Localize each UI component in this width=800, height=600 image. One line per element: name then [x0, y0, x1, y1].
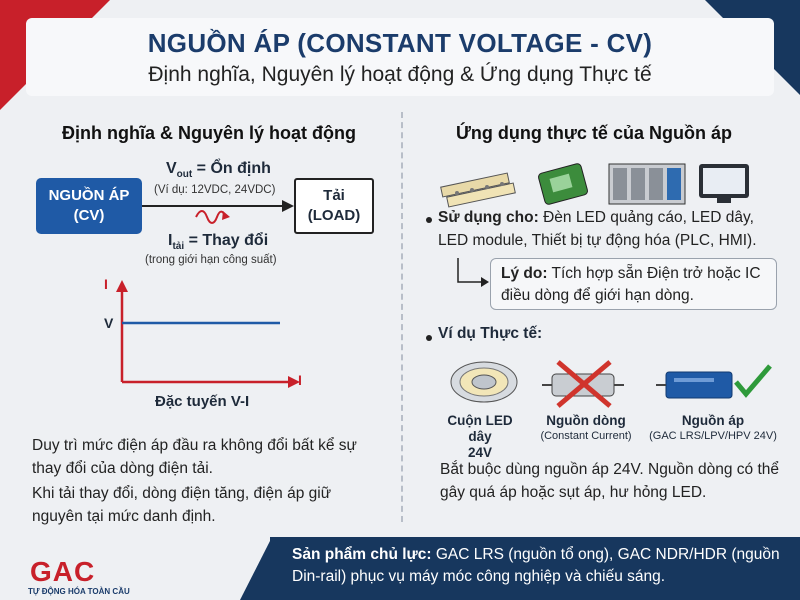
- reason-box: [490, 258, 777, 310]
- vout-label: [166, 160, 271, 180]
- iload-subscript: tải: [172, 241, 185, 253]
- footer-edge: [240, 537, 272, 600]
- iload-label: [168, 232, 268, 252]
- example-3-note: (GAC LRS/LPV/HPV 24V): [649, 430, 777, 442]
- led-strip-icon: [441, 173, 516, 207]
- iload-text: = Thay đổi: [184, 232, 269, 249]
- example-1-title-line1: Cuộn LED dây: [447, 413, 513, 445]
- page-title: NGUỒN ÁP (CONSTANT VOLTAGE - CV): [147, 28, 653, 58]
- graph-level-label: V: [104, 315, 114, 331]
- definition-paragraph: Duy trì mức điện áp đầu ra không đổi bất kể sự thay đổi của dòng điện tải.: [32, 437, 357, 478]
- page-subtitle: Định nghĩa, Nguyên lý hoạt động & Ứng dụng Thực tế: [148, 63, 652, 86]
- left-section-title: Định nghĩa & Nguyên lý hoạt động: [62, 123, 356, 143]
- brand-tagline: TỰ ĐỘNG HÓA TOÀN CẦU: [28, 587, 130, 596]
- example-1-title-line2: 24V: [467, 445, 493, 461]
- voltage-source-icon: [656, 372, 732, 398]
- current-source-icon: [542, 362, 624, 406]
- graph-y-label: I: [104, 276, 108, 292]
- usage-label: Sử dụng cho:: [438, 209, 539, 226]
- vout-example: (Ví dụ: 12VDC, 24VDC): [154, 184, 276, 196]
- current-wave-icon: [195, 208, 231, 226]
- vi-characteristic-graph: [112, 278, 312, 388]
- example-1-title: [437, 413, 523, 462]
- load-box-line2: (LOAD): [307, 207, 361, 224]
- source-box-line1: NGUỒN ÁP: [48, 186, 130, 204]
- usage-bullet: [426, 217, 432, 223]
- usage-paragraph: [438, 206, 783, 253]
- examples-label: Ví dụ Thực tế:: [438, 325, 543, 342]
- example-3-title: Nguồn áp: [681, 413, 745, 428]
- led-reel-icon: [451, 362, 517, 402]
- iload-note: (trong giới hạn công suất): [145, 254, 277, 266]
- vout-text: = Ổn định: [192, 160, 271, 177]
- brand-logo: GAC: [30, 556, 96, 587]
- usage-text: Đèn LED quảng cáo, LED dây, LED module, Thiết bị tự động hóa (PLC, HMI).: [438, 209, 757, 250]
- right-section-title: Ứng dụng thực tế của Nguồn áp: [456, 123, 732, 143]
- check-icon: [736, 366, 770, 394]
- reason-text: Tích hợp sẵn Điện trở hoặc IC điều dòng để giới hạn dòng.: [501, 265, 761, 305]
- load-box: [294, 178, 374, 234]
- led-module-icon: [538, 163, 589, 205]
- conclusion-paragraph: Bắt buộc dùng nguồn áp 24V. Nguồn dòng có thể gây quá áp hoặc sụt áp, hư hỏng LED.: [440, 461, 779, 502]
- load-box-line1: Tải: [323, 186, 345, 204]
- graph-caption: Đặc tuyến V-I: [155, 393, 250, 410]
- hmi-icon: [699, 164, 749, 203]
- examples-bullet: [426, 335, 432, 341]
- iload-symbol: I: [168, 232, 173, 249]
- reason-connector-arrow: [455, 258, 491, 288]
- example-icons-row: [440, 356, 780, 410]
- vout-subscript: out: [176, 169, 193, 181]
- column-divider: [401, 112, 403, 522]
- principle-paragraph: Khi tải thay đổi, dòng điện tăng, điện áp giữ nguyên tại mức danh định.: [32, 485, 332, 526]
- reason-label: Lý do:: [501, 265, 548, 282]
- footer-label: Sản phẩm chủ lực:: [292, 546, 432, 563]
- source-box-line2: (CV): [73, 207, 105, 224]
- example-2-title: Nguồn dòng: [546, 413, 626, 428]
- graph-x-label: I: [298, 372, 302, 388]
- vout-symbol: V: [166, 160, 177, 177]
- footer-text: GAC LRS (nguồn tổ ong), GAC NDR/HDR (nguồn Din-rail) phục vụ máy móc công nghiệp và chiếu sáng.: [292, 546, 780, 586]
- application-icons-row: [437, 160, 767, 208]
- voltage-source-box: [36, 178, 142, 234]
- example-2-note: (Constant Current): [540, 430, 632, 442]
- footer-banner: [270, 537, 800, 600]
- plc-icon: [609, 164, 685, 204]
